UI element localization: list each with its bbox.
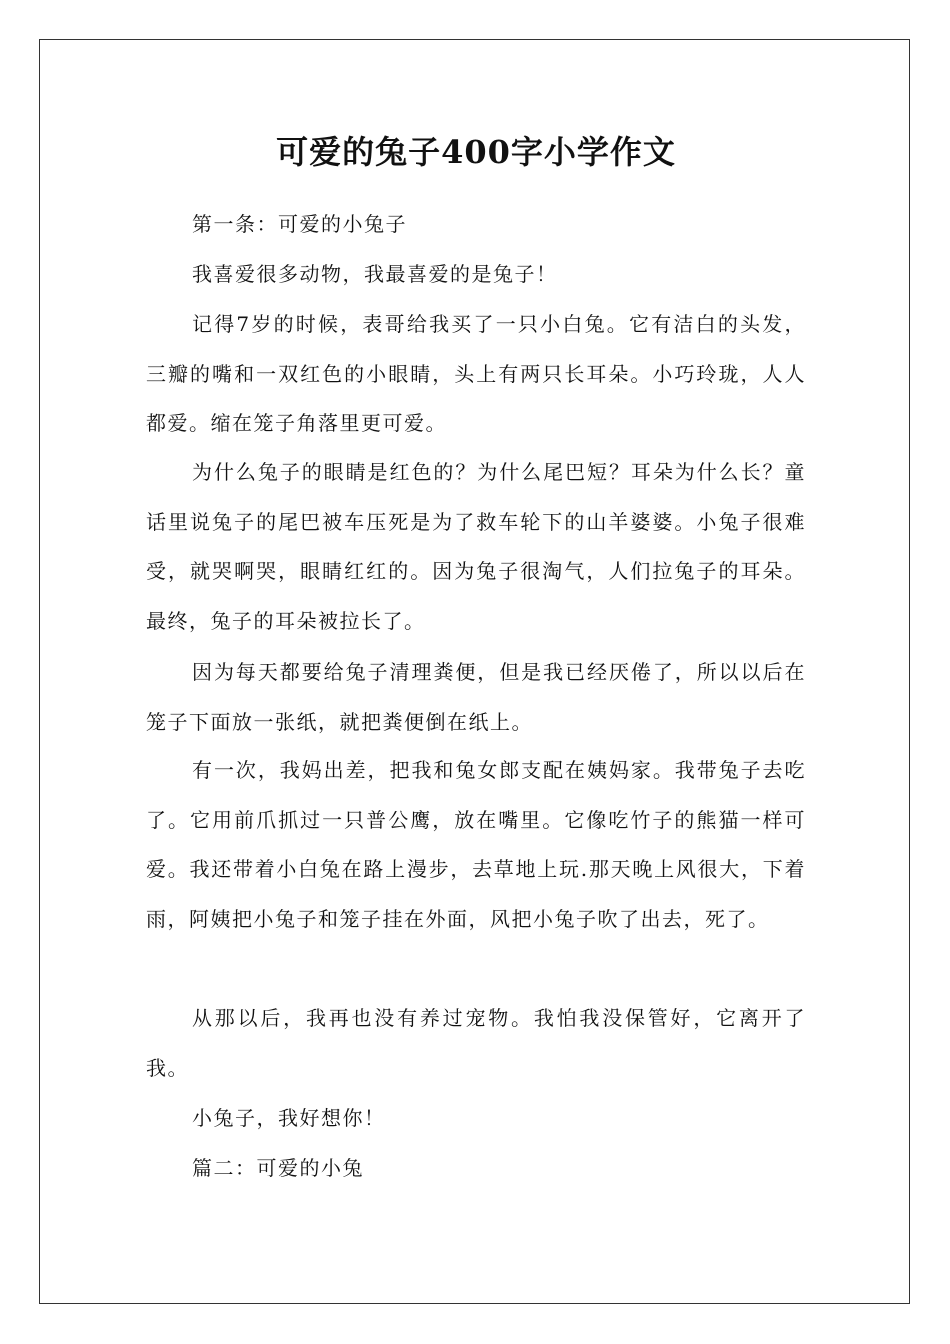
paragraph-1: 我喜爱很多动物，我最喜爱的是兔子！ bbox=[192, 262, 558, 286]
paragraph-6: 从那以后，我再也没有养过宠物。我怕我没保管好，它离开了我。 bbox=[146, 1006, 806, 1080]
paragraph-3: 为什么兔子的眼睛是红色的？为什么尾巴短？耳朵为什么长？童话里说兔子的尾巴被车压死是为了救车轮下的山羊婆婆。小兔子很难受，就哭啊哭，眼睛红红的。因为兔子很淘气，人们拉兔子的耳朵。最终，兔子的耳朵被拉长了。 bbox=[146, 460, 806, 633]
paragraph-5: 有一次，我妈出差，把我和兔女郎支配在姨妈家。我带兔子去吃了。它用前爪抓过一只普公鹰，放在嘴里。它像吃竹子的熊猫一样可爱。我还带着小白兔在路上漫步，去草地上玩.那天晚上风很大，下着雨，阿姨把小兔子和笼子挂在外面，风把小兔子吹了出去，死了。 bbox=[146, 758, 806, 931]
paragraph-7: 小兔子，我好想你！ bbox=[192, 1106, 386, 1130]
paragraph-2: 记得7岁的时候，表哥给我买了一只小白兔。它有洁白的头发，三瓣的嘴和一双红色的小眼睛，头上有两只长耳朵。小巧玲珑，人人都爱。缩在笼子角落里更可爱。 bbox=[146, 312, 806, 436]
paragraph-heading-1: 第一条：可爱的小兔子 bbox=[192, 212, 407, 236]
paragraph-4: 因为每天都要给兔子清理粪便，但是我已经厌倦了，所以以后在笼子下面放一张纸，就把粪便倒在纸上。 bbox=[146, 660, 806, 734]
paragraph-heading-2: 篇二：可爱的小兔 bbox=[192, 1156, 364, 1180]
document-title: 可爱的兔子400字小学作文 bbox=[276, 133, 676, 171]
